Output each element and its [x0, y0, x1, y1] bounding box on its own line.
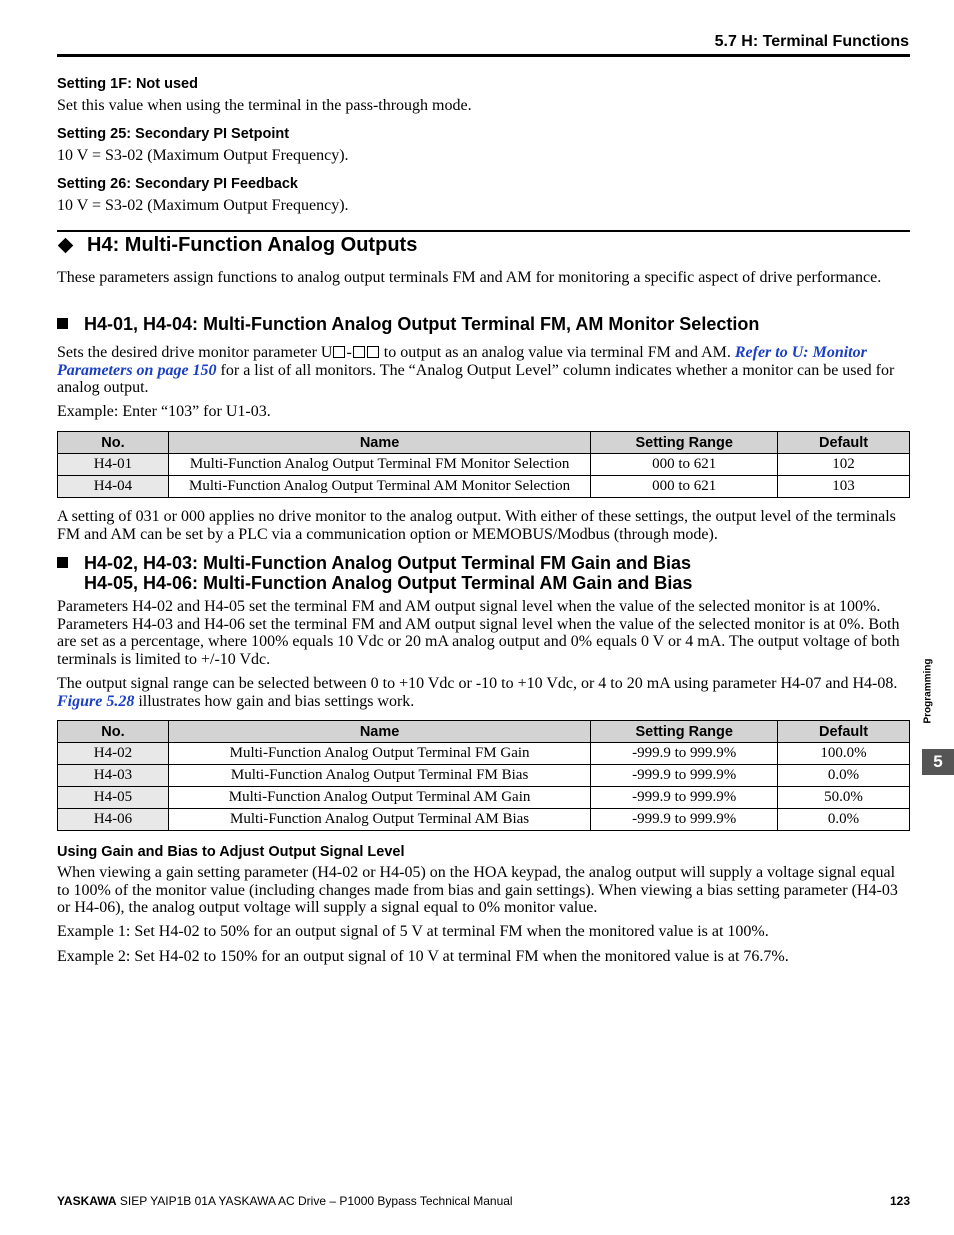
- section-title-text: H4: Multi-Function Analog Outputs: [87, 234, 418, 256]
- col-header-name: Name: [168, 432, 590, 454]
- monitor-selection-paragraph: [57, 344, 910, 397]
- cell-name: Multi-Function Analog Output Terminal AM Bias: [168, 809, 590, 831]
- table-header-row: [58, 721, 910, 743]
- cell-range: -999.9 to 999.9%: [591, 809, 778, 831]
- cell-range: 000 to 621: [591, 476, 778, 498]
- cell-name: Multi-Function Analog Output Terminal FM Gain: [168, 743, 590, 765]
- gain-bias-paragraph-2: [57, 675, 910, 710]
- table-row: [58, 743, 910, 765]
- cell-default: 0.0%: [778, 765, 910, 787]
- table-header-row: [58, 432, 910, 454]
- monitor-text-before: Sets the desired drive monitor parameter U: [57, 344, 333, 361]
- section-intro: These parameters assign functions to analog output terminals FM and AM for monitoring a specific aspect of drive performance.: [57, 269, 882, 286]
- gain-bias-heading-line1: H4-02, H4-03: Multi-Function Analog Output Terminal FM Gain and Bias: [84, 553, 692, 573]
- gain-bias-paragraph-1: Parameters H4-02 and H4-05 set the terminal FM and AM output signal level when the value of the selected monitor is at 100%. Parameters H4-03 and H4-06 set the terminal FM and AM output signal level when the value of the selected monitor is at 0%. Both are set as a percentage, where 100% equals 10 Vdc or 20 mA analog output and 0% equals 0 V or 4 mA. The output voltage of both terminals is limited to +/-10 Vdc.: [57, 598, 900, 668]
- gain-bias-heading: [57, 554, 692, 593]
- para2-text-after: illustrates how gain and bias settings work.: [134, 692, 415, 710]
- example-1: Example 1: Set H4-02 to 50% for an output signal of 5 V at terminal FM when the monitored value is at 100%.: [57, 923, 769, 940]
- setting-26-heading: Setting 26: Secondary PI Feedback: [57, 176, 298, 192]
- section-rule: [57, 230, 910, 232]
- placeholder-box-icon: [333, 346, 345, 358]
- section-title: [57, 234, 417, 257]
- side-tab-label-text: Programming: [922, 658, 934, 724]
- square-bullet-icon: [57, 557, 68, 568]
- monitor-selection-heading-text: H4-01, H4-04: Multi-Function Analog Output Terminal FM, AM Monitor Selection: [84, 314, 760, 334]
- gain-bias-heading-line2: H4-05, H4-06: Multi-Function Analog Output Terminal AM Gain and Bias: [84, 572, 693, 593]
- cell-default: 103: [778, 476, 910, 498]
- monitor-selection-table: [57, 431, 910, 498]
- cell-no: H4-04: [58, 476, 169, 498]
- square-bullet-icon: [57, 318, 68, 329]
- col-header-range: Setting Range: [591, 721, 778, 743]
- monitor-text-dash: -: [346, 344, 352, 361]
- footer-brand: YASKAWA: [57, 1194, 117, 1208]
- cell-range: -999.9 to 999.9%: [591, 743, 778, 765]
- monitor-note: A setting of 031 or 000 applies no drive monitor to the analog output. With either of these settings, the output level of the terminals FM and AM can be set by a PLC via a communication option or MEMOBUS/Modbus (through mode).: [57, 508, 896, 543]
- table-row: [58, 765, 910, 787]
- setting-1f-heading: Setting 1F: Not used: [57, 76, 198, 92]
- col-header-default: Default: [778, 432, 910, 454]
- col-header-range: Setting Range: [591, 432, 778, 454]
- using-gain-bias-paragraph: When viewing a gain setting parameter (H4-02 or H4-05) on the HOA keypad, the analog output will supply a voltage signal equal to 100% of the monitor value (including changes made from bias and gain settings). When viewing a bias setting parameter (H4-03 or H4-06), the analog output voltage will supply a signal equal to 0% monitor value.: [57, 864, 898, 916]
- monitor-text-middle: to output as an analog value via terminal FM and AM.: [379, 344, 735, 361]
- table-row: [58, 787, 910, 809]
- monitor-parameters-link[interactable]: Refer to U: Monitor Parameters on page 150: [57, 344, 867, 379]
- monitor-selection-heading: [57, 315, 759, 335]
- gain-bias-table: [57, 720, 910, 831]
- col-header-no: No.: [58, 721, 169, 743]
- monitor-text-after: for a list of all monitors. The “Analog Output Level” column indicates whether a monitor can be used for analog output.: [57, 361, 895, 396]
- header-rule: [57, 54, 910, 57]
- cell-no: H4-01: [58, 454, 169, 476]
- cell-range: 000 to 621: [591, 454, 778, 476]
- col-header-no: No.: [58, 432, 169, 454]
- footer-manual: [57, 1194, 513, 1208]
- cell-default: 100.0%: [778, 743, 910, 765]
- cell-no: H4-05: [58, 787, 169, 809]
- col-header-name: Name: [168, 721, 590, 743]
- monitor-example: Example: Enter “103” for U1-03.: [57, 403, 271, 420]
- using-gain-bias-heading: Using Gain and Bias to Adjust Output Signal Level: [57, 844, 405, 860]
- cell-no: H4-02: [58, 743, 169, 765]
- side-tab-label: [910, 658, 946, 724]
- setting-25-heading: Setting 25: Secondary PI Setpoint: [57, 126, 290, 142]
- cell-range: -999.9 to 999.9%: [591, 765, 778, 787]
- cell-no: H4-06: [58, 809, 169, 831]
- page-number: 123: [889, 1194, 910, 1208]
- table-row: [58, 454, 910, 476]
- running-header: 5.7 H: Terminal Functions: [714, 33, 909, 50]
- diamond-bullet-icon: [58, 238, 74, 254]
- table-row: [58, 476, 910, 498]
- cell-default: 0.0%: [778, 809, 910, 831]
- cell-no: H4-03: [58, 765, 169, 787]
- col-header-default: Default: [778, 721, 910, 743]
- cell-name: Multi-Function Analog Output Terminal FM Bias: [168, 765, 590, 787]
- cell-name: Multi-Function Analog Output Terminal FM Monitor Selection: [168, 454, 590, 476]
- setting-1f-text: Set this value when using the terminal in the pass-through mode.: [57, 97, 472, 114]
- placeholder-box-icon: [353, 346, 365, 358]
- placeholder-box-icon: [367, 346, 379, 358]
- figure-5-28-link[interactable]: Figure 5.28: [57, 692, 135, 710]
- chapter-tab: 5: [922, 749, 954, 775]
- table-row: [58, 809, 910, 831]
- para2-text-before: The output signal range can be selected between 0 to +10 Vdc or -10 to +10 Vdc, or 4 to 20 mA using parameter H4-07 and H4-08.: [57, 675, 898, 692]
- cell-range: -999.9 to 999.9%: [591, 787, 778, 809]
- cell-default: 102: [778, 454, 910, 476]
- cell-name: Multi-Function Analog Output Terminal AM Gain: [168, 787, 590, 809]
- cell-default: 50.0%: [778, 787, 910, 809]
- setting-26-text: 10 V = S3-02 (Maximum Output Frequency).: [57, 197, 349, 214]
- example-2: Example 2: Set H4-02 to 150% for an output signal of 10 V at terminal FM when the monitored value is at 76.7%.: [57, 948, 789, 965]
- cell-name: Multi-Function Analog Output Terminal AM Monitor Selection: [168, 476, 590, 498]
- setting-25-text: 10 V = S3-02 (Maximum Output Frequency).: [57, 147, 349, 164]
- footer-manual-title: SIEP YAIP1B 01A YASKAWA AC Drive – P1000 Bypass Technical Manual: [116, 1194, 513, 1208]
